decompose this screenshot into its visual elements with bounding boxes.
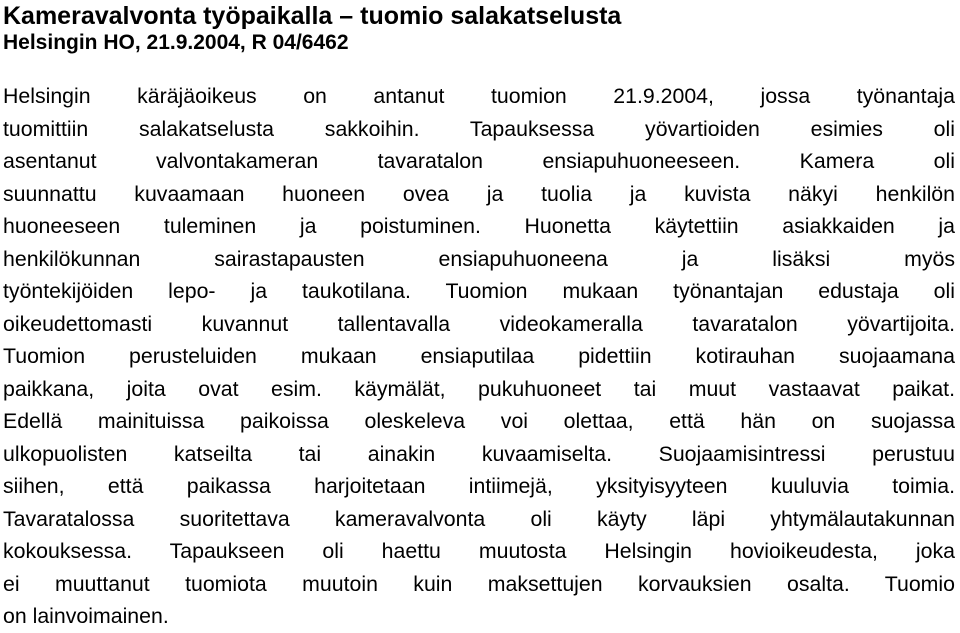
body-line: paikkana, joita ovat esim. käymälät, pukuhuoneet tai muut vastaavat paikat. — [3, 376, 955, 401]
body-line: asentanut valvontakameran tavaratalon ensiapuhuoneeseen. Kamera oli — [3, 149, 955, 173]
body-line: suunnattu kuvaamaan huoneen ovea ja tuolia ja kuvista näkyi henkilön — [3, 181, 955, 206]
body-line: henkilökunnan sairastapausten ensiapuhuoneena ja lisäksi myös — [3, 246, 955, 271]
body-line: kokouksessa. Tapaukseen oli haettu muutosta Helsingin hovioikeudesta, joka — [3, 539, 955, 563]
document-body — [3, 80, 955, 633]
document-page — [3, 0, 955, 633]
body-line: ulkopuolisten katseilta tai ainakin kuvaamiselta. Suojaamisintressi perustuu — [3, 441, 955, 466]
body-line: ei muuttanut tuomiota muutoin kuin maksettujen korvauksien osalta. Tuomio — [3, 571, 955, 596]
body-line: Tuomion perusteluiden mukaan ensiaputilaa pidettiin kotirauhan suojaamana — [3, 344, 955, 368]
body-line: Edellä mainituissa paikoissa oleskeleva voi olettaa, että hän on suojassa — [3, 409, 955, 433]
body-line: työntekijöiden lepo- ja taukotilana. Tuomion mukaan työnantajan edustaja oli — [3, 279, 955, 303]
document-title: Kameravalvonta työpaikalla – tuomio salakatselusta — [3, 2, 622, 30]
body-line: on lainvoimainen. — [3, 604, 169, 628]
body-line: tuomittiin salakatselusta sakkoihin. Tapauksessa yövartioiden esimies oli — [3, 116, 955, 141]
body-line: Tavaratalossa suoritettava kameravalvonta oli käyty läpi yhtymälautakunnan — [3, 506, 955, 531]
document-subtitle: Helsingin HO, 21.9.2004, R 04/6462 — [3, 31, 349, 54]
body-line: huoneeseen tuleminen ja poistuminen. Huonetta käytettiin asiakkaiden ja — [3, 214, 955, 238]
body-line: Helsingin käräjäoikeus on antanut tuomion 21.9.2004, jossa työnantaja — [3, 84, 955, 108]
body-line: siihen, että paikassa harjoitetaan intiimejä, yksityisyyteen kuuluvia toimia. — [3, 474, 955, 498]
body-line: oikeudettomasti kuvannut tallentavalla videokameralla tavaratalon yövartijoita. — [3, 311, 955, 336]
